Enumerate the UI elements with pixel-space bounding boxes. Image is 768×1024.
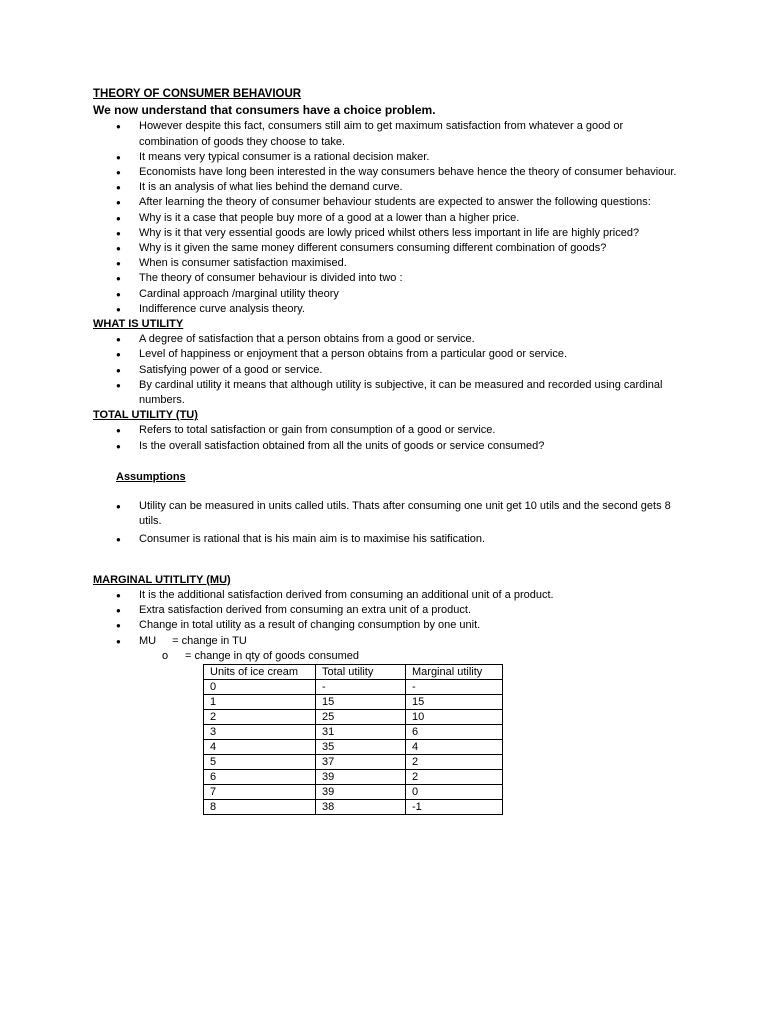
table-cell: 1 [204,694,316,709]
list-item: ● Level of happiness or enjoyment that a person obtains from a particular good or service. [93,347,683,362]
table-cell: 2 [204,709,316,724]
table-cell: 25 [316,709,406,724]
table-cell: - [406,679,503,694]
list-item: ● The theory of consumer behaviour is divided into two : [93,271,683,286]
table-cell: -1 [406,799,503,814]
table-cell: 7 [204,784,316,799]
intro-bullet-list [93,119,683,317]
column-header-total-utility: Total utility [316,664,406,679]
table-cell: - [316,679,406,694]
table-cell: 15 [406,694,503,709]
list-item: ● By cardinal utility it means that although utility is subjective, it can be measured and recorded using cardinal numbers. [93,378,683,408]
list-item: ● Consumer is rational that is his main aim is to maximise his satification. [93,532,683,547]
table-cell: 35 [316,739,406,754]
table-cell: 10 [406,709,503,724]
list-item: ● Satisfying power of a good or service. [93,363,683,378]
list-item: ● Extra satisfaction derived from consuming an extra unit of a product. [93,603,683,618]
mu-formula-denominator: = change in qty of goods consumed [185,649,359,662]
list-item: ● Refers to total satisfaction or gain from consumption of a good or service. [93,423,683,438]
table-row [204,754,503,769]
column-header-units: Units of ice cream [204,664,316,679]
table-body [204,679,503,814]
mu-formula-denominator-row [93,649,683,664]
table-cell: 0 [204,679,316,694]
document-title: THEORY OF CONSUMER BEHAVIOUR [93,88,302,100]
table-row [204,724,503,739]
utility-heading: WHAT IS UTILITY [93,318,184,331]
table-cell: 37 [316,754,406,769]
table-cell: 6 [204,769,316,784]
table-row [204,784,503,799]
table-cell: 0 [406,784,503,799]
mu-formula-row [93,634,683,649]
assumptions-bullet-list [93,499,683,548]
table-row [204,679,503,694]
list-item: ● It is the additional satisfaction derived from consuming an additional unit of a product. [93,588,683,603]
list-item: ● It is an analysis of what lies behind the demand curve. [93,180,683,195]
list-item: ● Indifference curve analysis theory. [93,302,683,317]
list-item: ● After learning the theory of consumer behaviour students are expected to answer the following questions: [93,195,683,210]
list-item: ● Change in total utility as a result of changing consumption by one unit. [93,618,683,633]
document-page [93,87,683,815]
table-row [204,799,503,814]
mu-formula-numerator: = change in TU [172,634,247,647]
table-cell: 8 [204,799,316,814]
column-header-marginal-utility: Marginal utility [406,664,503,679]
list-item: ● A degree of satisfaction that a person obtains from a good or service. [93,332,683,347]
list-item: ● However despite this fact, consumers still aim to get maximum satisfaction from whatever a good or combination of goods they choose to take. [93,119,683,149]
table-row [204,739,503,754]
intro-sentence: We now understand that consumers have a choice problem. [93,103,436,118]
marginal-utility-heading: MARGINAL UTITLITY (MU) [93,573,231,586]
spacer [93,485,683,499]
marginal-utility-table [203,664,503,815]
marginal-utility-bullet-list [93,588,683,634]
assumptions-heading: Assumptions [116,470,186,483]
table-cell: 4 [204,739,316,754]
table-cell: 31 [316,724,406,739]
table-cell: 4 [406,739,503,754]
table-cell: 6 [406,724,503,739]
table-header-row [204,664,503,679]
total-utility-bullet-list [93,423,683,453]
list-item: ● Economists have long been interested in the way consumers behave hence the theory of consumer behaviour. [93,165,683,180]
table-cell: 2 [406,769,503,784]
sub-bullet-icon: o [162,649,169,662]
total-utility-heading: TOTAL UTILITY (TU) [93,409,198,422]
bullet-icon: ● [116,636,121,646]
utility-bullet-list [93,332,683,408]
table-cell: 38 [316,799,406,814]
table-row [204,694,503,709]
list-item: ● Why is it that very essential goods are lowly priced whilst others less important in life are highly priced? [93,226,683,241]
list-item: ● Utility can be measured in units called utils. Thats after consuming one unit get 10 utils and the second gets 8 utils. [93,499,683,529]
table-row [204,709,503,724]
spacer [93,551,683,573]
spacer [93,454,683,470]
list-item: ● Cardinal approach /marginal utility theory [93,287,683,302]
list-item: ● Is the overall satisfaction obtained from all the units of goods or service consumed? [93,439,683,454]
table-cell: 15 [316,694,406,709]
table-cell: 5 [204,754,316,769]
list-item: ● It means very typical consumer is a rational decision maker. [93,150,683,165]
table-cell: 3 [204,724,316,739]
table-cell: 39 [316,784,406,799]
table-cell: 39 [316,769,406,784]
list-item: ● Why is it a case that people buy more of a good at a lower than a higher price. [93,211,683,226]
mu-formula-label: MU [139,634,157,647]
table-cell: 2 [406,754,503,769]
list-item: ● Why is it given the same money different consumers consuming different combination of goods? [93,241,683,256]
table-row [204,769,503,784]
list-item: ● When is consumer satisfaction maximised. [93,256,683,271]
